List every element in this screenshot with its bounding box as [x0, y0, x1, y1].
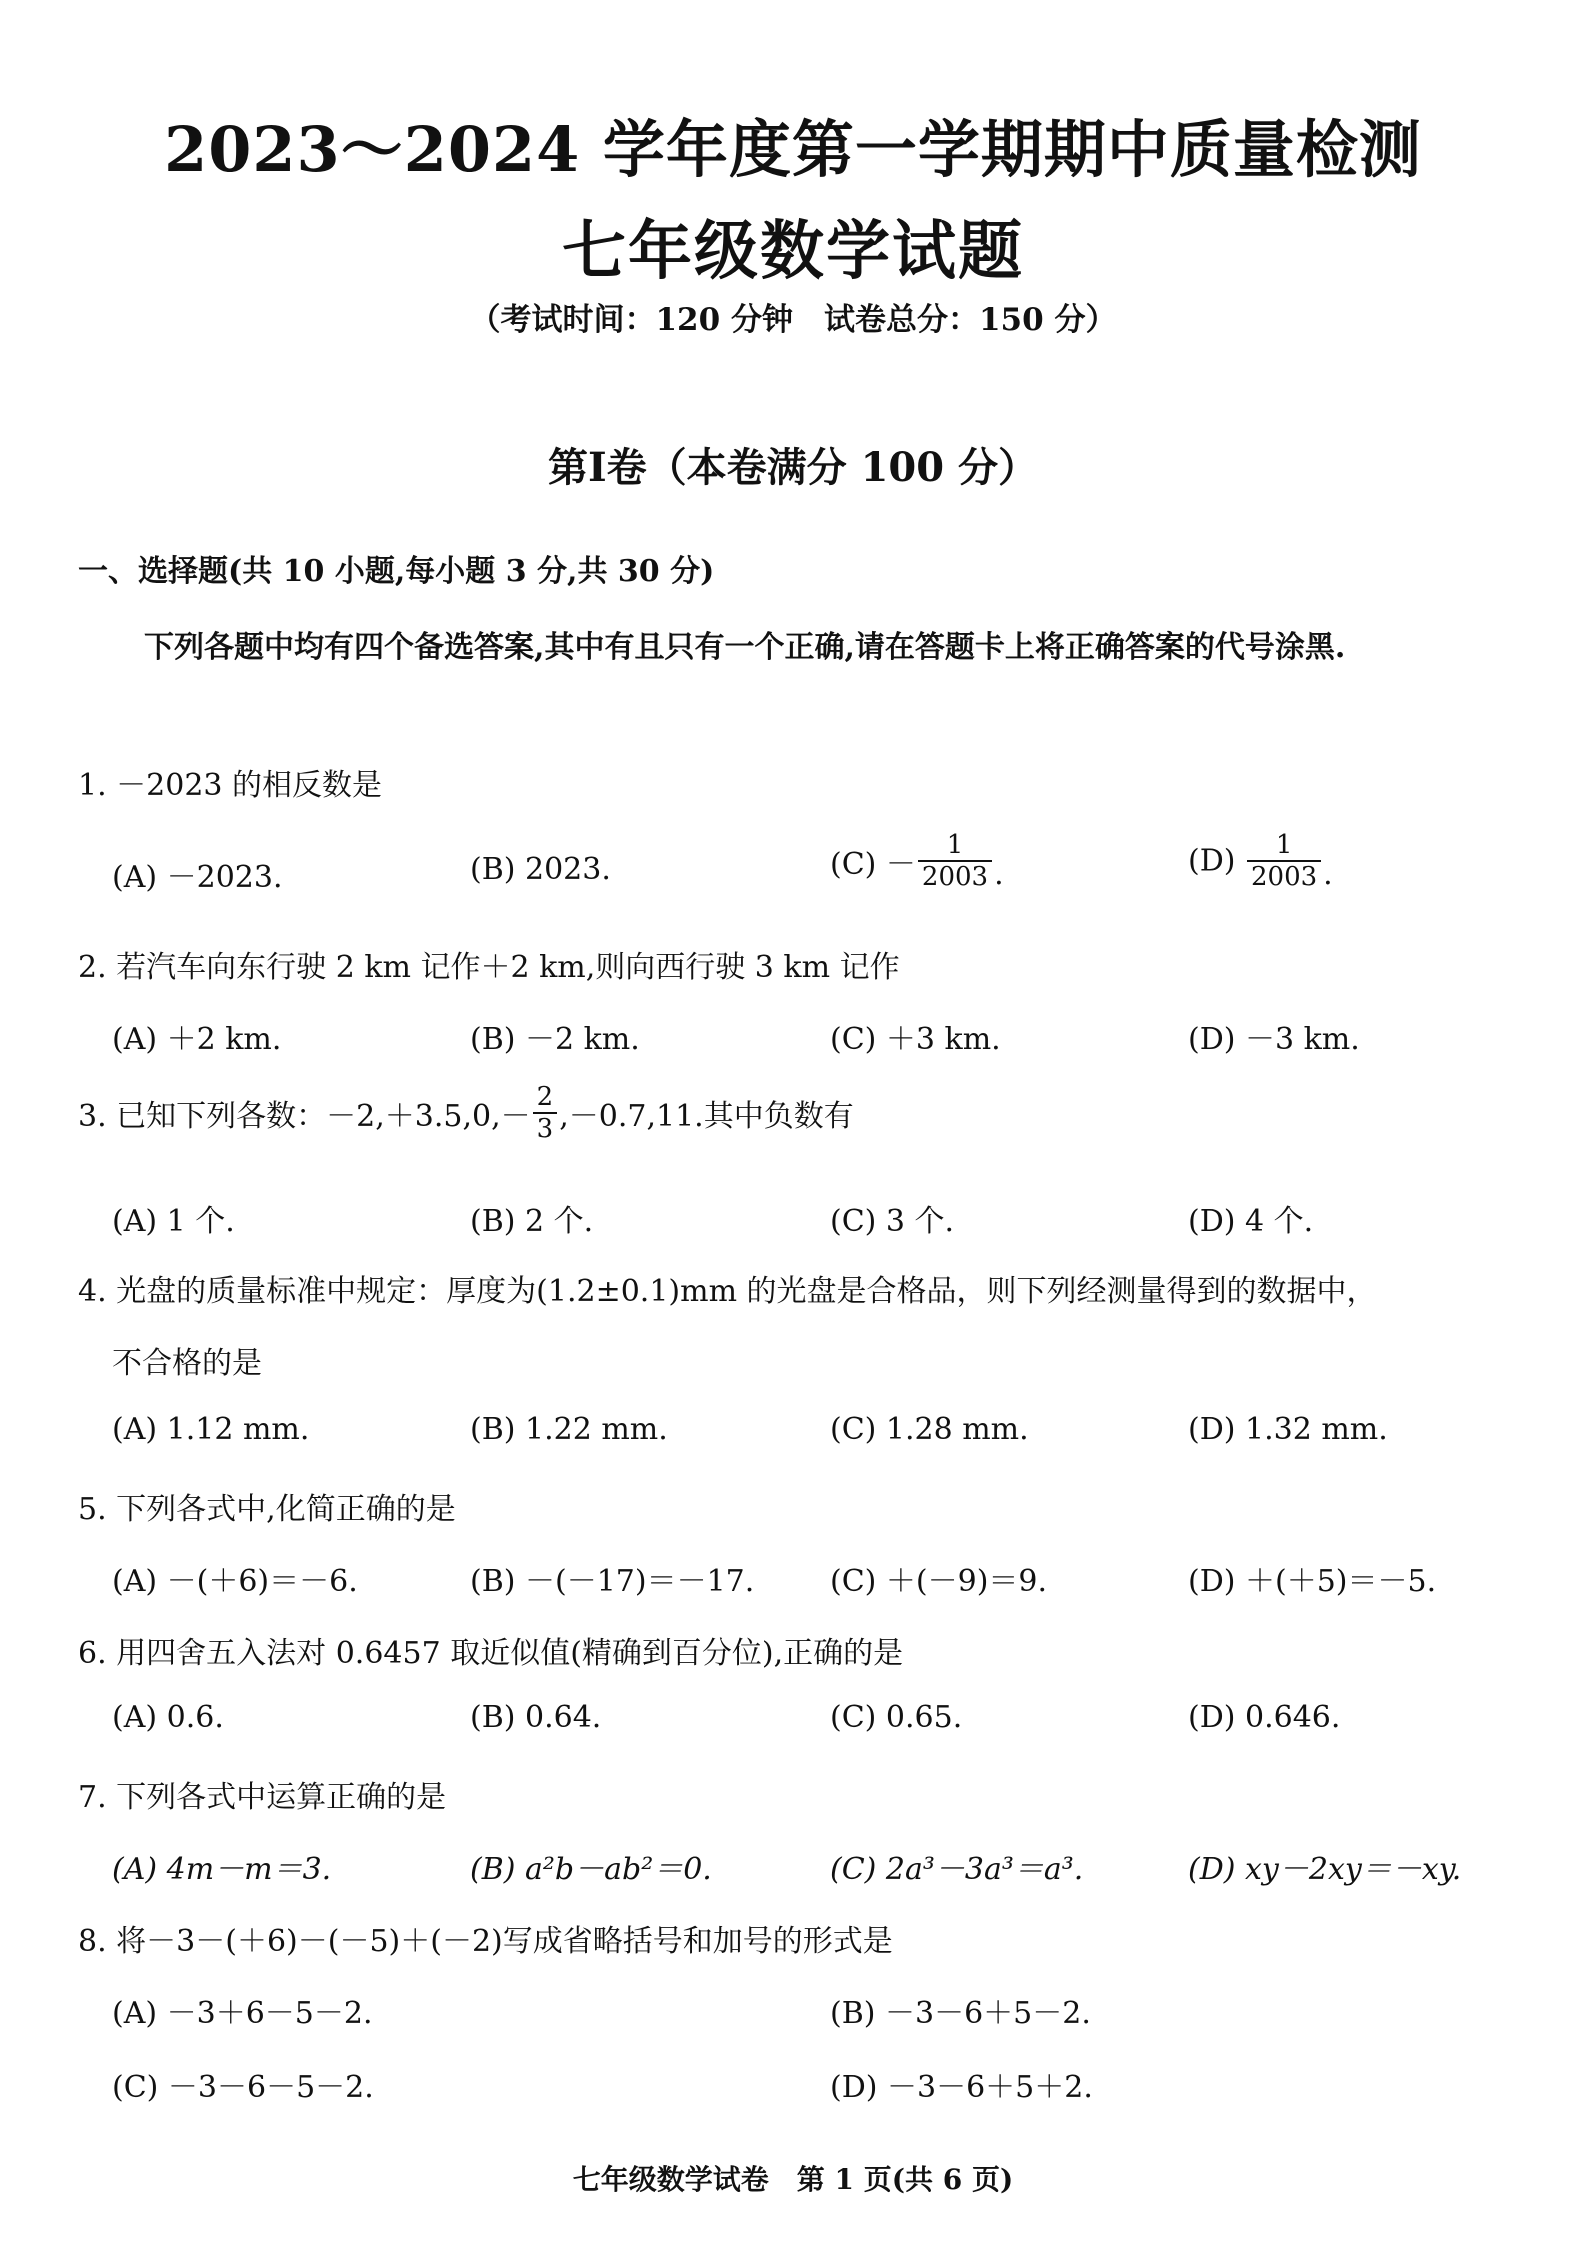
question-6-stem: 6. 用四舍五入法对 0.6457 取近似值(精确到百分位),正确的是 — [78, 1636, 904, 1671]
page-footer: 七年级数学试卷 第 1 页(共 6 页) — [572, 2163, 1014, 2196]
fraction-numerator: 1 — [946, 830, 964, 860]
question-2-option-d: (D) －3 km. — [1188, 1022, 1360, 1057]
question-3-option-a: (A) 1 个. — [112, 1204, 235, 1239]
question-1-option-a: (A) －2023. — [112, 860, 283, 895]
question-3-option-d: (D) 4 个. — [1188, 1204, 1314, 1239]
question-6-option-c: (C) 0.65. — [830, 1700, 963, 1735]
question-2-option-b: (B) －2 km. — [470, 1022, 640, 1057]
question-6-option-d: (D) 0.646. — [1188, 1700, 1341, 1735]
fraction-denominator: 3 — [533, 1112, 558, 1144]
question-2-option-a: (A) ＋2 km. — [112, 1022, 282, 1057]
fraction — [1247, 830, 1321, 892]
question-2-stem: 2. 若汽车向东行驶 2 km 记作＋2 km,则向西行驶 3 km 记作 — [78, 950, 900, 985]
question-2-option-c: (C) ＋3 km. — [830, 1022, 1001, 1057]
question-3-stem-prefix: 3. 已知下列各数：－2,＋3.5,0,－ — [78, 1099, 531, 1134]
question-8-option-c: (C) －3－6－5－2. — [112, 2070, 374, 2105]
question-7-option-c: (C) 2a³－3a³＝a³. — [830, 1852, 1084, 1887]
exam-info: （考试时间：120 分钟 试卷总分：150 分） — [469, 302, 1117, 338]
question-8-option-b: (B) －3－6＋5－2. — [830, 1996, 1091, 2031]
question-8-option-a: (A) －3＋6－5－2. — [112, 1996, 373, 2031]
question-8-stem: 8. 将－3－(＋6)－(－5)＋(－2)写成省略括号和加号的形式是 — [78, 1924, 893, 1959]
section-title: 第Ⅰ卷（本卷满分 100 分） — [547, 444, 1039, 491]
fraction — [918, 830, 992, 892]
fraction-numerator: 2 — [536, 1082, 554, 1112]
option-c-label: (C) － — [830, 847, 916, 882]
instructions: 下列各题中均有四个备选答案,其中有且只有一个正确,请在答题卡上将正确答案的代号涂黑. — [144, 630, 1346, 665]
question-4-stem: 4. 光盘的质量标准中规定：厚度为(1.2±0.1)mm 的光盘是合格品，则下列经测量得到的数据中， — [78, 1274, 1377, 1309]
question-4-option-d: (D) 1.32 mm. — [1188, 1412, 1388, 1447]
part-heading: 一、选择题(共 10 小题,每小题 3 分,共 30 分) — [78, 554, 715, 589]
question-7-option-a: (A) 4m－m＝3. — [112, 1852, 332, 1887]
question-8-option-d: (D) －3－6＋5＋2. — [830, 2070, 1093, 2105]
question-4-option-b: (B) 1.22 mm. — [470, 1412, 668, 1447]
question-5-option-d: (D) ＋(＋5)＝－5. — [1188, 1564, 1437, 1599]
exam-title: 2023～2024 学年度第一学期期中质量检测 — [164, 113, 1422, 186]
fraction-denominator: 2003 — [918, 860, 992, 892]
question-1-stem: 1. －2023 的相反数是 — [78, 768, 383, 803]
question-6-option-b: (B) 0.64. — [470, 1700, 602, 1735]
option-c-suffix: . — [994, 857, 1004, 892]
question-5-option-b: (B) －(－17)＝－17. — [470, 1564, 755, 1599]
question-5-stem: 5. 下列各式中,化简正确的是 — [78, 1492, 456, 1527]
fraction — [533, 1082, 558, 1144]
option-d-label: (D) — [1188, 843, 1245, 879]
option-d-suffix: . — [1323, 857, 1333, 892]
question-4-stem-continued: 不合格的是 — [112, 1346, 262, 1381]
question-1-option-c — [830, 830, 1004, 892]
question-4-option-c: (C) 1.28 mm. — [830, 1412, 1029, 1447]
question-7-stem: 7. 下列各式中运算正确的是 — [78, 1780, 447, 1815]
fraction-numerator: 1 — [1275, 830, 1293, 860]
question-3-stem — [78, 1082, 854, 1144]
question-7-option-b: (B) a²b－ab²＝0. — [470, 1852, 712, 1887]
question-6-option-a: (A) 0.6. — [112, 1700, 224, 1735]
question-5-option-a: (A) －(＋6)＝－6. — [112, 1564, 358, 1599]
question-7-option-d: (D) xy－2xy＝－xy. — [1188, 1852, 1462, 1887]
fraction-denominator: 2003 — [1247, 860, 1321, 892]
question-1-option-d — [1188, 830, 1333, 892]
question-3-stem-suffix: ,－0.7,11.其中负数有 — [559, 1099, 854, 1134]
question-1-option-b: (B) 2023. — [470, 852, 611, 887]
question-3-option-c: (C) 3 个. — [830, 1204, 955, 1239]
question-3-option-b: (B) 2 个. — [470, 1204, 594, 1239]
question-5-option-c: (C) ＋(－9)＝9. — [830, 1564, 1048, 1599]
exam-subtitle: 七年级数学试题 — [562, 214, 1024, 289]
question-4-option-a: (A) 1.12 mm. — [112, 1412, 310, 1447]
